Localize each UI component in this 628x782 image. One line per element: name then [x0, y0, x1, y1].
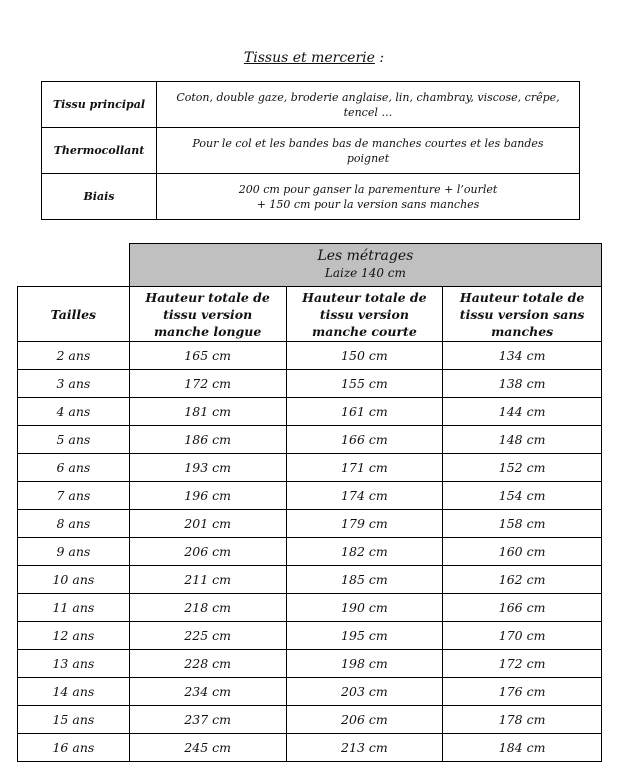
length-cell: 158 cm	[443, 510, 602, 538]
length-cell: 134 cm	[443, 342, 602, 370]
materials-row	[42, 128, 580, 174]
length-cell: 161 cm	[286, 398, 443, 426]
length-cell: 172 cm	[129, 370, 286, 398]
metrage-heading-row	[18, 244, 602, 287]
length-cell: 150 cm	[286, 342, 443, 370]
length-cell: 138 cm	[443, 370, 602, 398]
length-cell: 148 cm	[443, 426, 602, 454]
metrage-rows	[18, 342, 602, 762]
material-value	[157, 174, 580, 220]
table-row	[18, 678, 602, 706]
length-cell: 201 cm	[129, 510, 286, 538]
table-row	[18, 510, 602, 538]
table-row	[18, 454, 602, 482]
length-cell: 196 cm	[129, 482, 286, 510]
length-cell: 166 cm	[286, 426, 443, 454]
length-cell: 165 cm	[129, 342, 286, 370]
length-cell: 144 cm	[443, 398, 602, 426]
table-row	[18, 398, 602, 426]
table-row	[18, 342, 602, 370]
table-row	[18, 538, 602, 566]
column-header: Hauteur totale de tissu version manche courte	[286, 287, 443, 342]
length-cell: 171 cm	[286, 454, 443, 482]
metrage-heading-subtitle: Laize 140 cm	[324, 266, 406, 280]
length-cell: 198 cm	[286, 650, 443, 678]
table-row	[18, 622, 602, 650]
size-cell: 7 ans	[18, 482, 130, 510]
length-cell: 203 cm	[286, 678, 443, 706]
length-cell: 245 cm	[129, 734, 286, 762]
size-cell: 10 ans	[18, 566, 130, 594]
length-cell: 162 cm	[443, 566, 602, 594]
table-row	[18, 482, 602, 510]
size-cell: 6 ans	[18, 454, 130, 482]
material-value-line: + 150 cm pour la version sans manches	[256, 197, 480, 211]
material-value: Coton, double gaze, broderie anglaise, lin, chambray, viscose, crêpe, tencel …	[157, 82, 580, 128]
length-cell: 176 cm	[443, 678, 602, 706]
size-cell: 12 ans	[18, 622, 130, 650]
size-cell: 14 ans	[18, 678, 130, 706]
material-label: Thermocollant	[42, 128, 157, 174]
column-header: Hauteur totale de tissu version manche longue	[129, 287, 286, 342]
table-row	[18, 566, 602, 594]
length-cell: 170 cm	[443, 622, 602, 650]
metrage-table	[17, 243, 602, 762]
length-cell: 181 cm	[129, 398, 286, 426]
metrage-heading-title: Les métrages	[317, 248, 414, 264]
material-label: Tissu principal	[42, 82, 157, 128]
size-cell: 4 ans	[18, 398, 130, 426]
length-cell: 186 cm	[129, 426, 286, 454]
column-header: Tailles	[18, 287, 130, 342]
length-cell: 155 cm	[286, 370, 443, 398]
material-value: Pour le col et les bandes bas de manches courtes et les bandes poignet	[157, 128, 580, 174]
length-cell: 160 cm	[443, 538, 602, 566]
length-cell: 179 cm	[286, 510, 443, 538]
table-row	[18, 734, 602, 762]
table-row	[18, 706, 602, 734]
length-cell: 234 cm	[129, 678, 286, 706]
length-cell: 172 cm	[443, 650, 602, 678]
size-cell: 9 ans	[18, 538, 130, 566]
column-header-row	[18, 287, 602, 342]
length-cell: 193 cm	[129, 454, 286, 482]
length-cell: 211 cm	[129, 566, 286, 594]
material-value-line: 200 cm pour ganser la parementure + l’ourlet	[238, 182, 498, 196]
length-cell: 185 cm	[286, 566, 443, 594]
length-cell: 213 cm	[286, 734, 443, 762]
section-title-text: Tissus et mercerie	[243, 50, 375, 66]
size-cell: 3 ans	[18, 370, 130, 398]
length-cell: 166 cm	[443, 594, 602, 622]
table-row	[18, 650, 602, 678]
size-cell: 5 ans	[18, 426, 130, 454]
section-title-suffix: :	[374, 50, 385, 66]
length-cell: 174 cm	[286, 482, 443, 510]
metrage-heading	[129, 244, 601, 287]
length-cell: 184 cm	[443, 734, 602, 762]
size-cell: 15 ans	[18, 706, 130, 734]
material-label: Biais	[42, 174, 157, 220]
length-cell: 195 cm	[286, 622, 443, 650]
table-row	[18, 370, 602, 398]
materials-row	[42, 82, 580, 128]
length-cell: 228 cm	[129, 650, 286, 678]
column-header: Hauteur totale de tissu version sans manches	[443, 287, 602, 342]
materials-table	[41, 81, 580, 220]
length-cell: 218 cm	[129, 594, 286, 622]
length-cell: 178 cm	[443, 706, 602, 734]
size-cell: 8 ans	[18, 510, 130, 538]
length-cell: 206 cm	[286, 706, 443, 734]
length-cell: 152 cm	[443, 454, 602, 482]
size-cell: 16 ans	[18, 734, 130, 762]
length-cell: 225 cm	[129, 622, 286, 650]
size-cell: 2 ans	[18, 342, 130, 370]
length-cell: 237 cm	[129, 706, 286, 734]
section-title	[0, 50, 628, 66]
materials-row	[42, 174, 580, 220]
empty-cell	[18, 244, 130, 287]
table-row	[18, 426, 602, 454]
length-cell: 182 cm	[286, 538, 443, 566]
length-cell: 154 cm	[443, 482, 602, 510]
table-row	[18, 594, 602, 622]
length-cell: 190 cm	[286, 594, 443, 622]
size-cell: 13 ans	[18, 650, 130, 678]
size-cell: 11 ans	[18, 594, 130, 622]
length-cell: 206 cm	[129, 538, 286, 566]
